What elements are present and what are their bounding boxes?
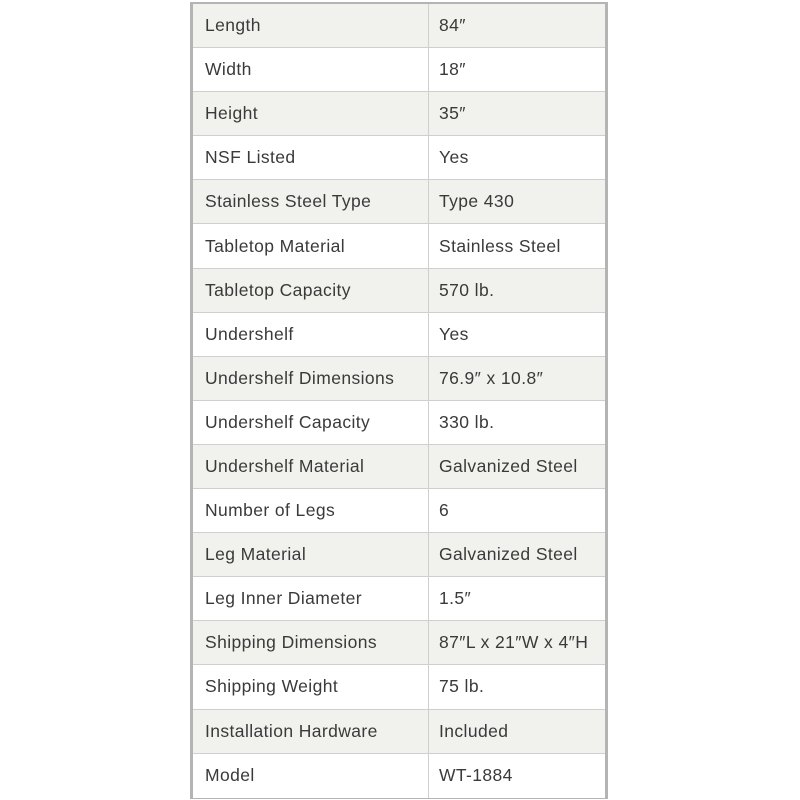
spec-row-height — [193, 92, 605, 136]
spec-row-nsf-listed — [193, 136, 605, 180]
spec-row-tabletop-capacity — [193, 269, 605, 313]
spec-value: Yes — [439, 323, 469, 344]
spec-value: Included — [439, 720, 509, 741]
spec-value: Galvanized Steel — [439, 455, 578, 476]
spec-label: Tabletop Capacity — [193, 269, 429, 312]
spec-label: Width — [193, 48, 429, 91]
spec-row-leg-inner-diameter — [193, 577, 605, 621]
spec-label: NSF Listed — [193, 136, 429, 179]
spec-value: 1.5″ — [439, 588, 472, 609]
spec-label: Leg Material — [193, 533, 429, 576]
spec-value: Type 430 — [439, 191, 515, 212]
spec-row-shipping-dimensions — [193, 621, 605, 665]
spec-value: Stainless Steel — [439, 235, 561, 256]
spec-value: 570 lb. — [439, 279, 495, 300]
spec-table — [190, 2, 608, 799]
spec-row-shipping-weight — [193, 665, 605, 709]
spec-label: Undershelf — [193, 313, 429, 356]
spec-label: Undershelf Capacity — [193, 401, 429, 444]
spec-value: 330 lb. — [439, 411, 495, 432]
spec-row-steel-type — [193, 180, 605, 224]
spec-label: Installation Hardware — [193, 710, 429, 753]
spec-label: Undershelf Dimensions — [193, 357, 429, 400]
spec-row-number-of-legs — [193, 489, 605, 533]
spec-label: Shipping Weight — [193, 665, 429, 708]
spec-label: Stainless Steel Type — [193, 180, 429, 223]
spec-label: Leg Inner Diameter — [193, 577, 429, 620]
spec-label: Shipping Dimensions — [193, 621, 429, 664]
spec-label: Model — [193, 754, 429, 798]
spec-row-length — [193, 4, 605, 48]
spec-row-width — [193, 48, 605, 92]
spec-value: WT-1884 — [439, 765, 513, 786]
spec-row-tabletop-material — [193, 224, 605, 268]
spec-value: 75 lb. — [439, 676, 485, 697]
spec-value: 6 — [439, 500, 450, 521]
spec-row-undershelf-material — [193, 445, 605, 489]
spec-value: 76.9″ x 10.8″ — [439, 367, 544, 388]
spec-value: 18″ — [439, 59, 466, 80]
spec-label: Undershelf Material — [193, 445, 429, 488]
spec-value: 87″L x 21″W x 4″H — [439, 632, 589, 653]
spec-value: 84″ — [439, 15, 466, 36]
spec-row-installation-hardware — [193, 710, 605, 754]
spec-label: Height — [193, 92, 429, 135]
spec-row-undershelf — [193, 313, 605, 357]
spec-value: Yes — [439, 147, 469, 168]
spec-label: Length — [193, 4, 429, 47]
spec-value: Galvanized Steel — [439, 544, 578, 565]
spec-value: 35″ — [439, 103, 466, 124]
spec-label: Number of Legs — [193, 489, 429, 532]
spec-row-undershelf-capacity — [193, 401, 605, 445]
spec-row-undershelf-dimensions — [193, 357, 605, 401]
spec-row-leg-material — [193, 533, 605, 577]
spec-row-model — [193, 754, 605, 798]
spec-label: Tabletop Material — [193, 224, 429, 267]
